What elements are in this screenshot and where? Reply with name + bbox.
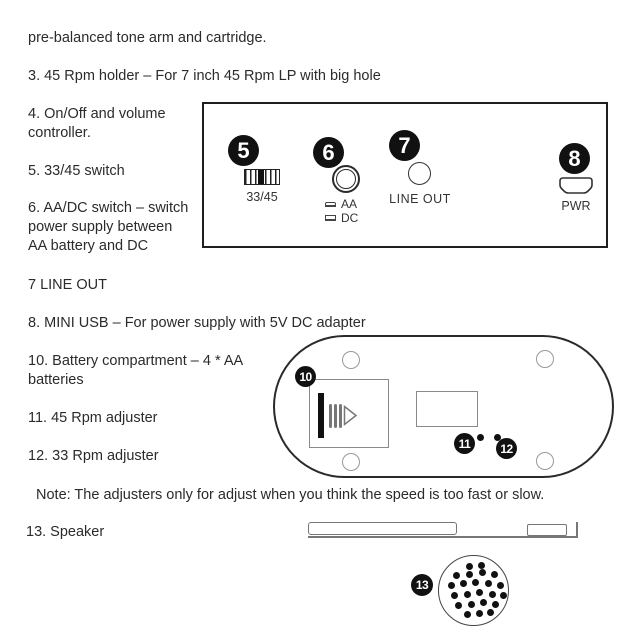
speaker-dot [466, 563, 473, 570]
speaker-dot [453, 572, 460, 579]
45rpm-adjuster-hole [477, 434, 484, 441]
dc-label: DC [341, 211, 359, 225]
speaker-dot [466, 571, 473, 578]
foot-circle [342, 351, 360, 369]
pwr-label: PWR [561, 199, 591, 213]
speaker-dot [478, 562, 485, 569]
text-item-3: 3. 45 Rpm holder – For 7 inch 45 Rpm LP with big hole [28, 68, 381, 84]
aa-dc-knob-ring [336, 169, 356, 189]
speaker-dot [485, 580, 492, 587]
rear-panel-diagram [202, 102, 608, 248]
latch-arrow-icon [343, 405, 358, 427]
speaker-dot [468, 601, 475, 608]
speaker-dot [480, 599, 487, 606]
aa-switch-position-icon [325, 202, 336, 207]
battery-compartment-graphic [309, 379, 389, 448]
speaker-dot [464, 611, 471, 618]
text-item-7: 7 LINE OUT [28, 277, 107, 293]
aa-label: AA [341, 197, 358, 211]
callout-8-badge: 8 [559, 143, 590, 174]
switch-slider-bar [258, 170, 264, 184]
line-out-label: LINE OUT [389, 192, 451, 206]
callout-12-badge: 12 [496, 438, 517, 459]
speaker-dot [492, 601, 499, 608]
callout-6-badge: 6 [313, 137, 344, 168]
side-view-baseline [308, 536, 578, 538]
foot-circle [536, 350, 554, 368]
text-note: Note: The adjusters only for adjust when you think the speed is too fast or slow. [36, 487, 545, 503]
text-item-12: 12. 33 Rpm adjuster [28, 448, 159, 464]
side-view-slot-graphic [308, 522, 457, 535]
latch-ridge [334, 404, 337, 428]
side-view-port-graphic [527, 524, 567, 536]
bottom-view-diagram [273, 335, 614, 478]
text-item-5: 5. 33/45 switch [28, 163, 125, 179]
speaker-dot [451, 592, 458, 599]
speaker-dot [472, 579, 479, 586]
callout-10-badge: 10 [295, 366, 316, 387]
text-item-6: 6. AA/DC switch – switch power supply between AA battery and DC [28, 200, 189, 254]
speaker-dot [464, 591, 471, 598]
line-out-jack-graphic [408, 162, 431, 185]
text-item-11: 11. 45 Rpm adjuster [28, 410, 158, 426]
speaker-dot [476, 610, 483, 617]
text-item-8: 8. MINI USB – For power supply with 5V DC adapter [28, 315, 366, 331]
speaker-dot [497, 582, 504, 589]
speaker-dot [448, 582, 455, 589]
text-item-10: 10. Battery compartment – 4 * AA batteries [28, 353, 243, 388]
foot-circle [342, 453, 360, 471]
speaker-dot [491, 571, 498, 578]
latch-ridge [339, 404, 342, 428]
aa-dc-knob-graphic [332, 165, 360, 193]
switch-33-45-label: 33/45 [246, 190, 278, 204]
foot-circle [536, 452, 554, 470]
speaker-grille-graphic [438, 555, 509, 626]
text-tonearm: pre-balanced tone arm and cartridge. [28, 30, 267, 46]
text-item-13: 13. Speaker [26, 524, 105, 540]
callout-7-badge: 7 [389, 130, 420, 161]
speaker-dot [460, 580, 467, 587]
speaker-dot [479, 569, 486, 576]
speaker-dot [476, 589, 483, 596]
battery-latch-bar [318, 393, 324, 438]
speaker-dot [455, 602, 462, 609]
callout-13-badge: 13 [411, 574, 433, 596]
callout-5-badge: 5 [228, 135, 259, 166]
dc-switch-position-icon [325, 215, 336, 221]
latch-ridge [329, 404, 332, 428]
text-item-4: 4. On/Off and volume controller. [28, 106, 166, 141]
switch-33-45-graphic [244, 169, 280, 185]
callout-11-badge: 11 [454, 433, 475, 454]
mini-usb-port-icon [558, 176, 594, 196]
speaker-dot [500, 592, 507, 599]
speaker-dot [489, 591, 496, 598]
label-plate-graphic [416, 391, 478, 427]
speaker-dot [487, 609, 494, 616]
side-view-edge-line [576, 522, 578, 538]
